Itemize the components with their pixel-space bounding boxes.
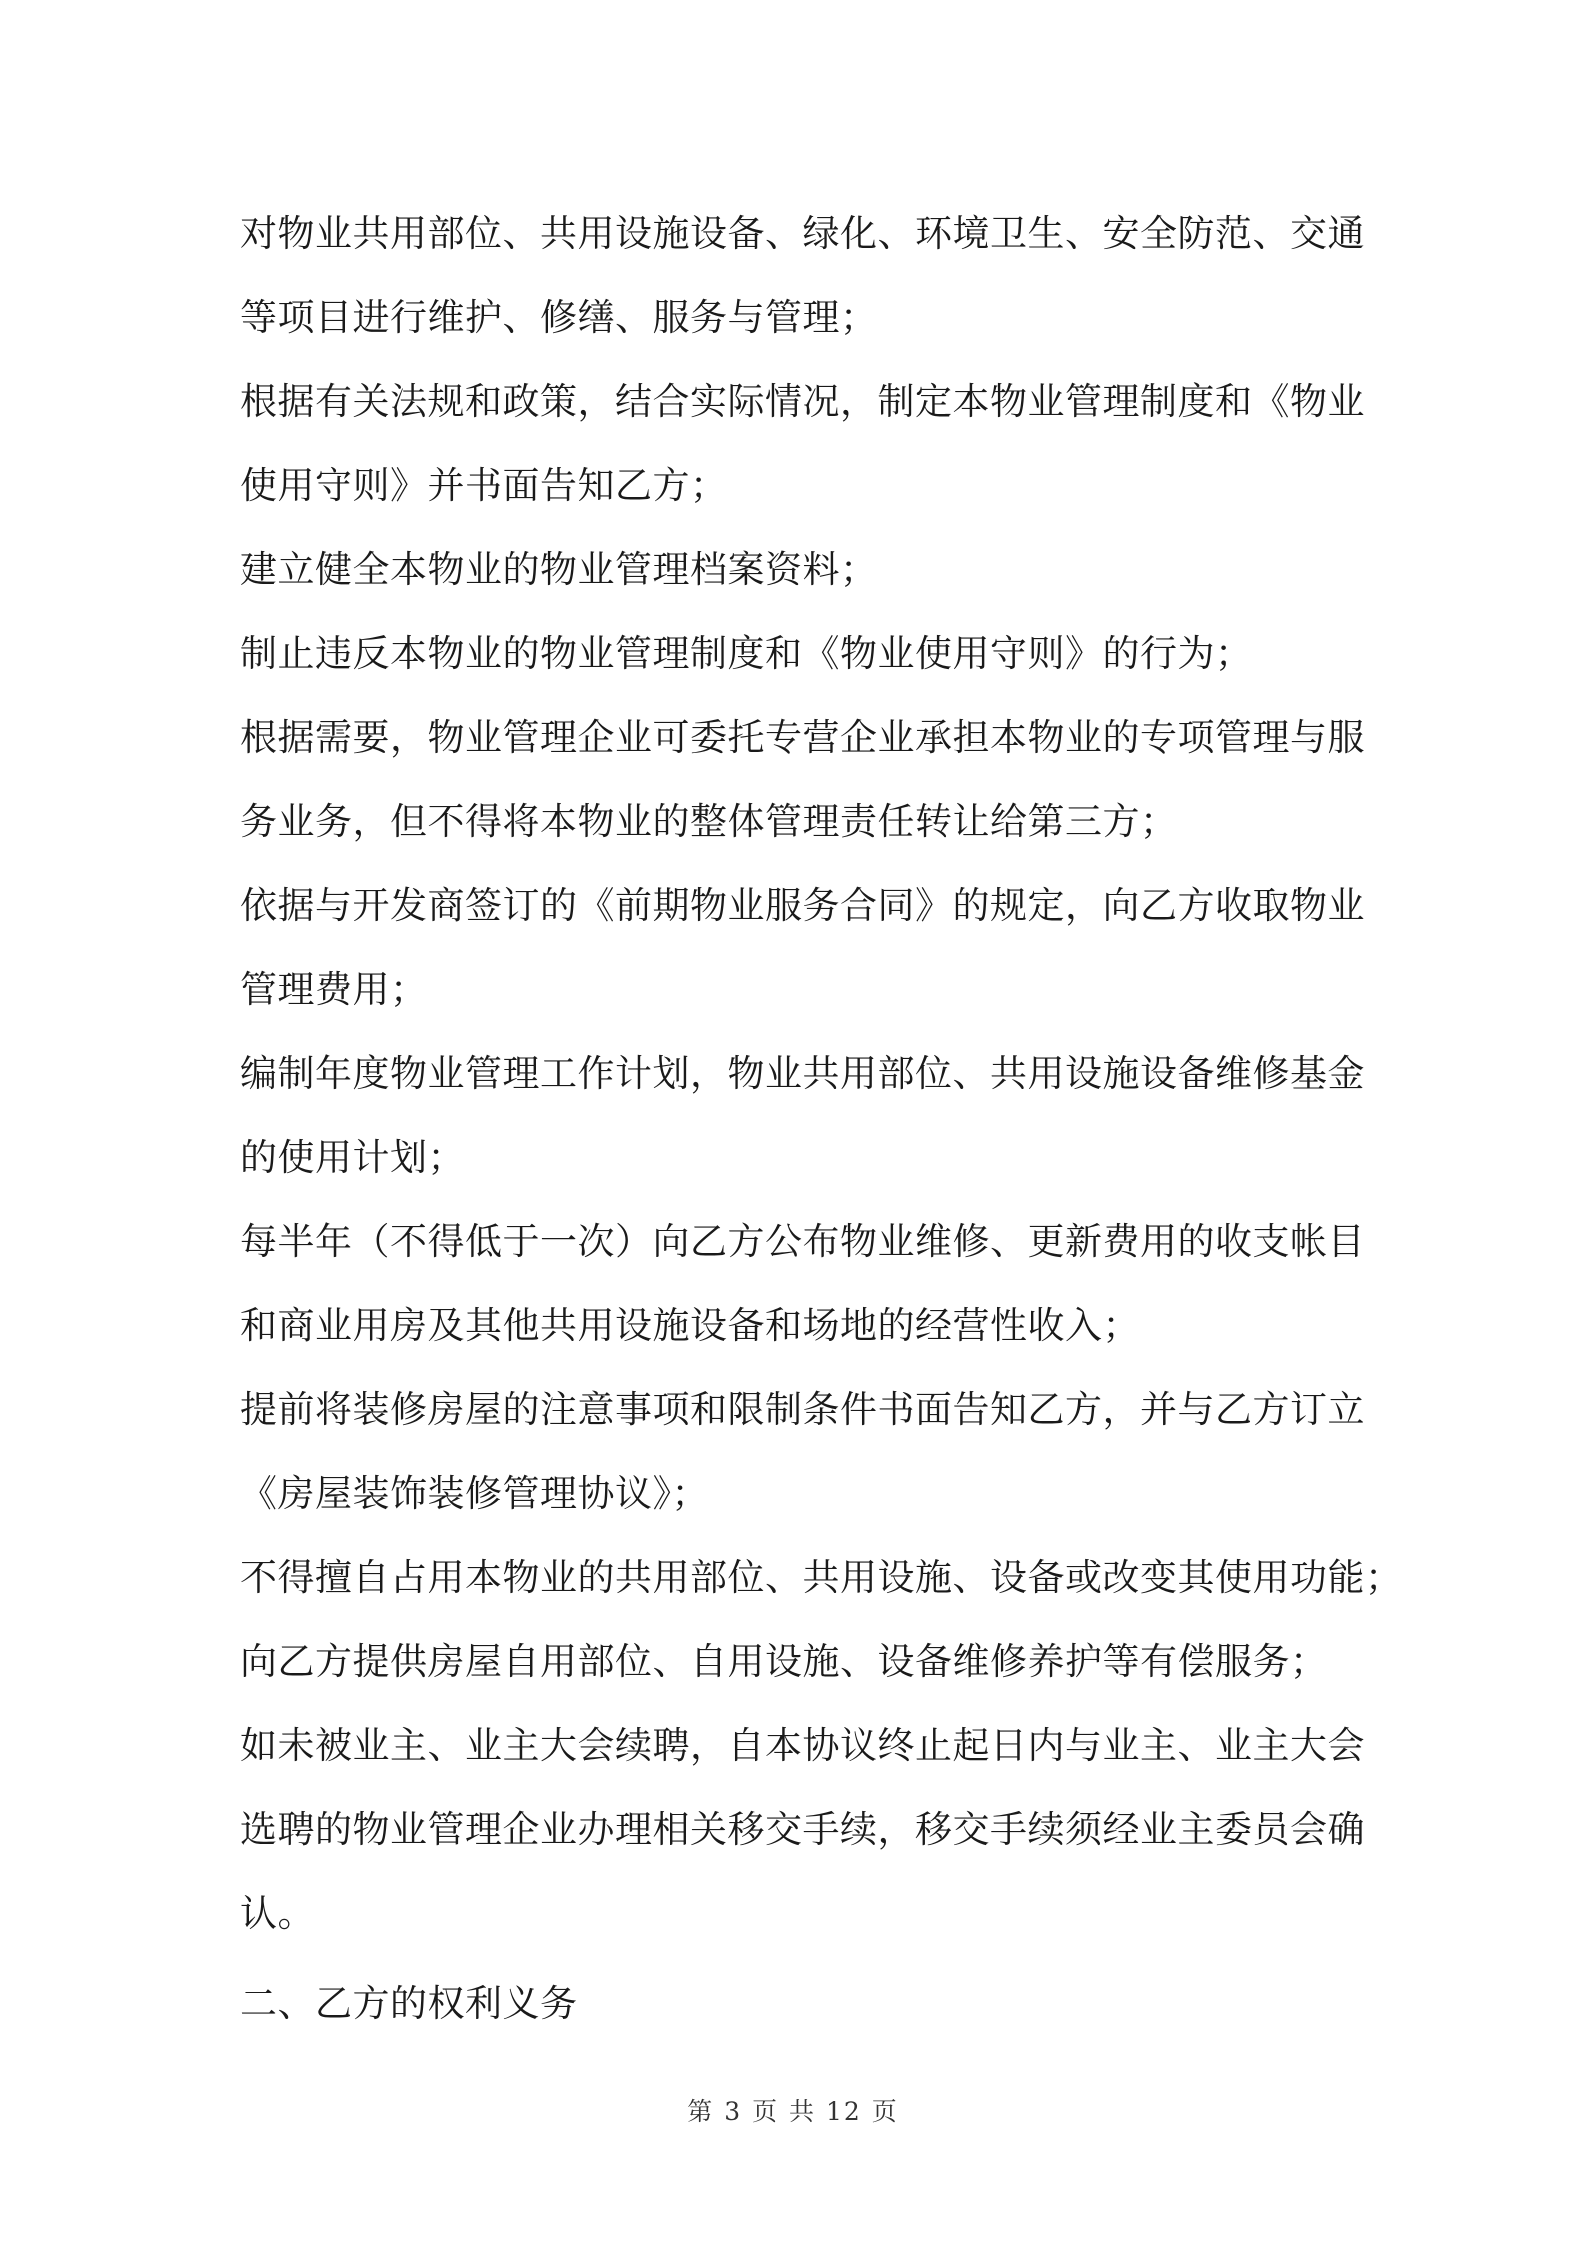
text-line: 使用守则》并书面告知乙方； bbox=[240, 464, 728, 507]
text-line: 制止违反本物业的物业管理制度和《物业使用守则》的行为； bbox=[240, 632, 1253, 675]
page-number-footer: 第 3 页 共 12 页 bbox=[687, 2097, 899, 2126]
text-line: 如未被业主、业主大会续聘，自本协议终止起日内与业主、业主大会 bbox=[240, 1724, 1365, 1767]
text-line: 根据有关法规和政策，结合实际情况，制定本物业管理制度和《物业 bbox=[240, 380, 1365, 423]
text-line: 和商业用房及其他共用设施设备和场地的经营性收入； bbox=[240, 1304, 1140, 1347]
text-line: 选聘的物业管理企业办理相关移交手续，移交手续须经业主委员会确 bbox=[240, 1808, 1365, 1851]
text-line: 务业务，但不得将本物业的整体管理责任转让给第三方； bbox=[240, 800, 1178, 843]
text-line: 提前将装修房屋的注意事项和限制条件书面告知乙方，并与乙方订立 bbox=[240, 1388, 1365, 1431]
text-line: 《房屋装饰装修管理协议》； bbox=[240, 1472, 709, 1515]
document-body bbox=[240, 192, 1403, 2046]
text-line: 根据需要，物业管理企业可委托专营企业承担本物业的专项管理与服 bbox=[240, 716, 1365, 759]
section-heading: 二、乙方的权利义务 bbox=[240, 1982, 578, 2025]
text-line: 建立健全本物业的物业管理档案资料； bbox=[240, 548, 878, 591]
text-line: 管理费用； bbox=[240, 968, 428, 1011]
text-line: 对物业共用部位、共用设施设备、绿化、环境卫生、安全防范、交通 bbox=[240, 212, 1365, 255]
text-line: 认。 bbox=[240, 1892, 315, 1935]
text-line: 每半年（不得低于一次）向乙方公布物业维修、更新费用的收支帐目 bbox=[240, 1220, 1365, 1263]
text-line: 向乙方提供房屋自用部位、自用设施、设备维修养护等有偿服务； bbox=[240, 1640, 1328, 1683]
text-line: 编制年度物业管理工作计划，物业共用部位、共用设施设备维修基金 bbox=[240, 1052, 1365, 1095]
text-line: 不得擅自占用本物业的共用部位、共用设施、设备或改变其使用功能； bbox=[240, 1556, 1403, 1599]
text-line: 依据与开发商签订的《前期物业服务合同》的规定，向乙方收取物业 bbox=[240, 884, 1365, 927]
text-line: 的使用计划； bbox=[240, 1136, 465, 1179]
text-line: 等项目进行维护、修缮、服务与管理； bbox=[240, 296, 878, 339]
